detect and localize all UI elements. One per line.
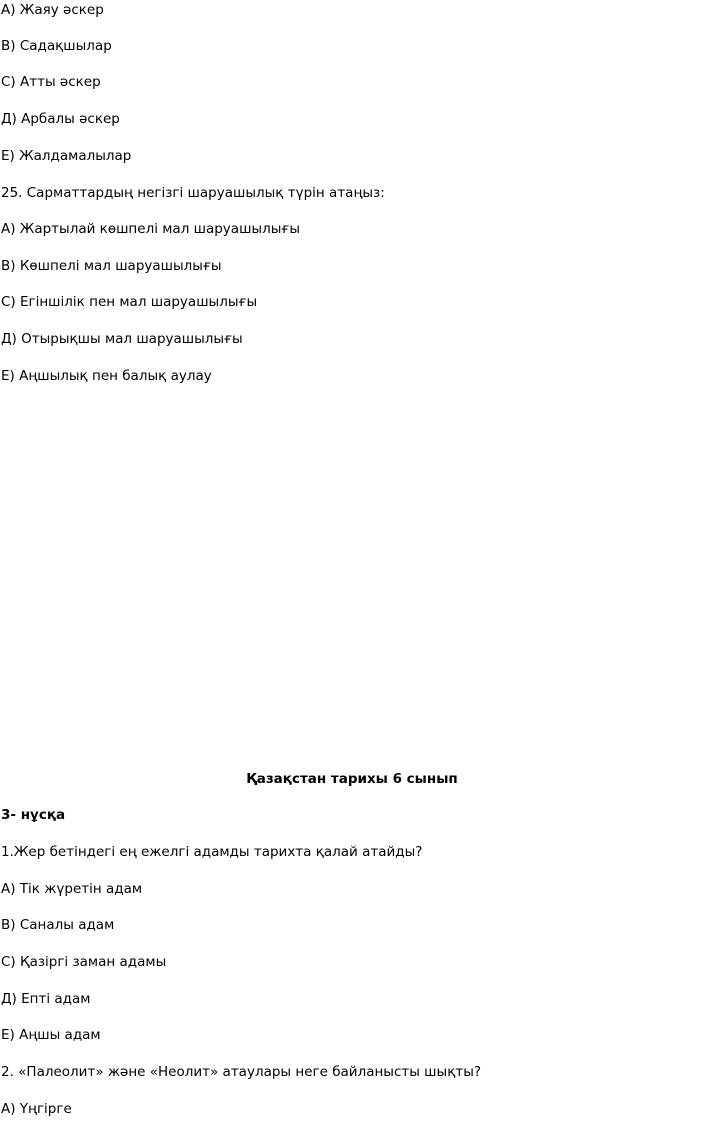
answer-option-a: А) Тік жүретін адам: [1, 881, 143, 897]
answer-option-a: А) Жаяу әскер: [1, 2, 104, 18]
question-2: 2. «Палеолит» және «Неолит» атаулары неге байланысты шықты?: [1, 1064, 482, 1080]
section-title: Қазақстан тарихы 6 сынып: [246, 771, 458, 787]
answer-option-c: С) Егіншілік пен мал шаруашылығы: [1, 294, 258, 310]
answer-option-b: В) Садақшылар: [1, 38, 112, 54]
answer-option-d: Д) Епті адам: [1, 991, 91, 1007]
answer-option-c: С) Қазіргі заман адамы: [1, 954, 167, 970]
answer-option-e: Е) Аңшы адам: [1, 1027, 101, 1043]
answer-option-a: А) Жартылай көшпелі мал шаруашылығы: [1, 221, 300, 237]
answer-option-d: Д) Отырықшы мал шаруашылығы: [1, 331, 243, 347]
answer-option-b: В) Көшпелі мал шаруашылығы: [1, 258, 222, 274]
answer-option-d: Д) Арбалы әскер: [1, 111, 120, 127]
answer-option-c: С) Атты әскер: [1, 74, 101, 90]
question-1: 1.Жер бетіндегі ең ежелгі адамды тарихта қалай атайды?: [1, 844, 423, 860]
answer-option-b: В) Саналы адам: [1, 917, 115, 933]
question-25: 25. Сарматтардың негізгі шаруашылық түрін атаңыз:: [1, 185, 385, 201]
answer-option-e: Е) Аңшылық пен балық аулау: [1, 368, 212, 384]
variant-label: 3- нұсқа: [1, 807, 66, 823]
answer-option-e: Е) Жалдамалылар: [1, 148, 132, 164]
answer-option-a: А) Үңгірге: [1, 1101, 72, 1117]
